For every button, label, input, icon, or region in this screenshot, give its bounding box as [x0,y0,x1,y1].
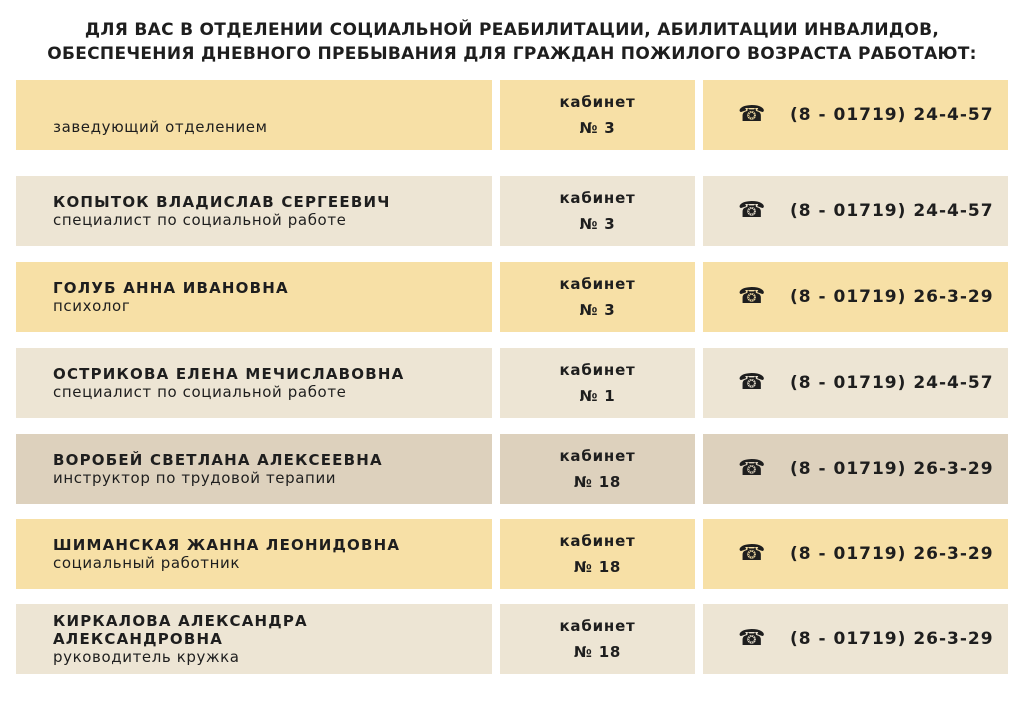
staff-role: специалист по социальной работе [53,211,347,229]
cabinet-cell [500,348,695,418]
staff-row [16,176,1008,246]
phone-number: (8 - 01719) 24-4-57 [790,105,994,125]
staff-role: специалист по социальной работе [53,383,347,401]
phone-cell [703,176,1008,246]
phone-number: (8 - 01719) 26-3-29 [790,459,994,479]
phone-cell [703,80,1008,150]
telephone-icon: ☎ [738,626,766,651]
cabinet-number: № 3 [579,119,616,137]
telephone-icon: ☎ [738,541,766,566]
phone-cell [703,348,1008,418]
cabinet-cell [500,176,695,246]
cabinet-number: № 1 [579,387,616,405]
staff-info-cell [16,519,492,589]
staff-row [16,604,1008,674]
phone-cell [703,434,1008,504]
title-line-2: ОБЕСПЕЧЕНИЯ ДНЕВНОГО ПРЕБЫВАНИЯ ДЛЯ ГРАЖДАН ПОЖИЛОГО ВОЗРАСТА РАБОТАЮТ: [47,44,977,64]
staff-info-cell [16,434,492,504]
staff-row [16,434,1008,504]
staff-role: психолог [53,297,131,315]
staff-name: КОПЫТОК ВЛАДИСЛАВ СЕРГЕЕВИЧ [53,193,391,211]
staff-info-cell [16,176,492,246]
staff-role: инструктор по трудовой терапии [53,469,337,487]
phone-number: (8 - 01719) 24-4-57 [790,201,994,221]
staff-row [16,519,1008,589]
phone-number: (8 - 01719) 24-4-57 [790,373,994,393]
staff-name: ШИМАНСКАЯ ЖАННА ЛЕОНИДОВНА [53,536,401,554]
phone-cell [703,519,1008,589]
telephone-icon: ☎ [738,456,766,481]
cabinet-cell [500,519,695,589]
cabinet-label: кабинет [559,93,636,111]
phone-cell [703,262,1008,332]
phone-cell [703,604,1008,674]
staff-name: ОСТРИКОВА ЕЛЕНА МЕЧИСЛАВОВНА [53,365,405,383]
telephone-icon: ☎ [738,102,766,127]
staff-info-cell [16,262,492,332]
staff-row [16,262,1008,332]
cabinet-number: № 18 [573,473,622,491]
staff-info-cell [16,80,492,150]
staff-info-cell [16,604,492,674]
staff-role: социальный работник [53,554,241,572]
cabinet-label: кабинет [559,532,636,550]
staff-role: заведующий отделением [53,118,268,136]
phone-number: (8 - 01719) 26-3-29 [790,544,994,564]
cabinet-label: кабинет [559,447,636,465]
cabinet-label: кабинет [559,189,636,207]
cabinet-cell [500,80,695,150]
staff-name: ВОРОБЕЙ СВЕТЛАНА АЛЕКСЕЕВНА [53,451,383,469]
staff-role: руководитель кружка [53,648,240,666]
phone-number: (8 - 01719) 26-3-29 [790,287,994,307]
cabinet-number: № 3 [579,301,616,319]
staff-name: ГОЛУБ АННА ИВАНОВНА [53,279,289,297]
cabinet-label: кабинет [559,617,636,635]
telephone-icon: ☎ [738,284,766,309]
cabinet-number: № 18 [573,643,622,661]
cabinet-number: № 3 [579,215,616,233]
staff-info-cell [16,348,492,418]
page-title [0,18,1024,66]
cabinet-cell [500,262,695,332]
telephone-icon: ☎ [738,370,766,395]
title-line-1: ДЛЯ ВАС В ОТДЕЛЕНИИ СОЦИАЛЬНОЙ РЕАБИЛИТАЦИИ, АБИЛИТАЦИИ ИНВАЛИДОВ, [84,20,940,40]
cabinet-number: № 18 [573,558,622,576]
staff-name: КИРКАЛОВА АЛЕКСАНДРА АЛЕКСАНДРОВНА [53,612,308,648]
cabinet-label: кабинет [559,275,636,293]
cabinet-label: кабинет [559,361,636,379]
cabinet-cell [500,434,695,504]
staff-row [16,80,1008,150]
telephone-icon: ☎ [738,198,766,223]
phone-number: (8 - 01719) 26-3-29 [790,629,994,649]
staff-row [16,348,1008,418]
cabinet-cell [500,604,695,674]
